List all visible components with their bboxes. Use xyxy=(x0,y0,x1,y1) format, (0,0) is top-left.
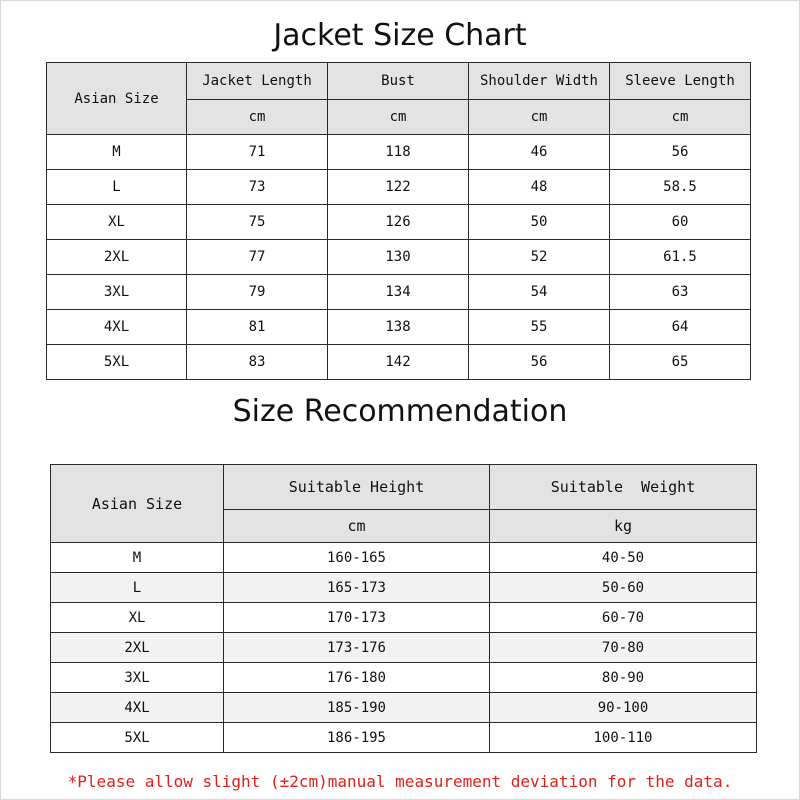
table-cell: 50 xyxy=(469,205,610,240)
size-chart-size-header: Asian Size xyxy=(47,63,187,135)
table-row xyxy=(47,345,751,380)
size-chart-body xyxy=(47,135,751,380)
table-cell: 71 xyxy=(187,135,328,170)
size-label: 5XL xyxy=(47,345,187,380)
table-row xyxy=(47,170,751,205)
table-cell: 79 xyxy=(187,275,328,310)
table-row xyxy=(47,240,751,275)
column-header: Suitable Weight xyxy=(490,465,757,510)
table-cell: 122 xyxy=(328,170,469,205)
table-cell: 70-80 xyxy=(490,633,757,663)
unit-label: cm xyxy=(224,510,490,543)
size-label: M xyxy=(47,135,187,170)
table-cell: 83 xyxy=(187,345,328,380)
size-label: 3XL xyxy=(47,275,187,310)
recommendation-table xyxy=(50,464,757,753)
table-row xyxy=(47,310,751,345)
size-label: 5XL xyxy=(51,723,224,753)
table-row xyxy=(51,633,757,663)
table-cell: 50-60 xyxy=(490,573,757,603)
table-cell: 60-70 xyxy=(490,603,757,633)
table-cell: 77 xyxy=(187,240,328,275)
size-label: 3XL xyxy=(51,663,224,693)
table-row xyxy=(51,723,757,753)
column-header: Shoulder Width xyxy=(469,63,610,100)
column-header: Sleeve Length xyxy=(610,63,751,100)
unit-label: cm xyxy=(187,100,328,135)
table-row xyxy=(51,573,757,603)
unit-label: cm xyxy=(610,100,751,135)
table-cell: 173-176 xyxy=(224,633,490,663)
recommendation-body xyxy=(51,543,757,753)
table-cell: 56 xyxy=(610,135,751,170)
table-cell: 54 xyxy=(469,275,610,310)
recommendation-header-row xyxy=(51,465,757,510)
unit-label: cm xyxy=(328,100,469,135)
recommendation-title: Size Recommendation xyxy=(232,394,568,429)
table-cell: 80-90 xyxy=(490,663,757,693)
table-cell: 100-110 xyxy=(490,723,757,753)
table-cell: 75 xyxy=(187,205,328,240)
table-cell: 46 xyxy=(469,135,610,170)
size-label: 2XL xyxy=(47,240,187,275)
table-cell: 130 xyxy=(328,240,469,275)
table-row xyxy=(47,275,751,310)
unit-label: cm xyxy=(469,100,610,135)
size-label: XL xyxy=(51,603,224,633)
table-cell: 90-100 xyxy=(490,693,757,723)
table-cell: 142 xyxy=(328,345,469,380)
table-cell: 56 xyxy=(469,345,610,380)
table-cell: 64 xyxy=(610,310,751,345)
size-label: L xyxy=(47,170,187,205)
recommendation-size-header: Asian Size xyxy=(51,465,224,543)
size-label: 4XL xyxy=(47,310,187,345)
table-cell: 73 xyxy=(187,170,328,205)
size-chart-title: Jacket Size Chart xyxy=(273,18,527,53)
table-cell: 160-165 xyxy=(224,543,490,573)
table-cell: 185-190 xyxy=(224,693,490,723)
column-header: Suitable Height xyxy=(224,465,490,510)
size-label: 4XL xyxy=(51,693,224,723)
unit-label: kg xyxy=(490,510,757,543)
size-chart-header-row xyxy=(47,63,751,100)
table-cell: 81 xyxy=(187,310,328,345)
table-cell: 118 xyxy=(328,135,469,170)
table-row xyxy=(47,205,751,240)
column-header: Jacket Length xyxy=(187,63,328,100)
size-label: M xyxy=(51,543,224,573)
table-cell: 176-180 xyxy=(224,663,490,693)
table-cell: 138 xyxy=(328,310,469,345)
table-cell: 65 xyxy=(610,345,751,380)
measurement-note: *Please allow slight (±2cm)manual measurement deviation for the data. xyxy=(67,772,733,791)
size-label: L xyxy=(51,573,224,603)
table-cell: 52 xyxy=(469,240,610,275)
table-cell: 58.5 xyxy=(610,170,751,205)
size-chart-table xyxy=(46,62,751,380)
table-cell: 61.5 xyxy=(610,240,751,275)
table-row xyxy=(51,543,757,573)
table-cell: 126 xyxy=(328,205,469,240)
table-row xyxy=(47,135,751,170)
table-cell: 134 xyxy=(328,275,469,310)
table-cell: 40-50 xyxy=(490,543,757,573)
size-label: 2XL xyxy=(51,633,224,663)
size-label: XL xyxy=(47,205,187,240)
table-row xyxy=(51,693,757,723)
table-cell: 63 xyxy=(610,275,751,310)
table-cell: 55 xyxy=(469,310,610,345)
table-cell: 170-173 xyxy=(224,603,490,633)
column-header: Bust xyxy=(328,63,469,100)
table-cell: 60 xyxy=(610,205,751,240)
table-cell: 48 xyxy=(469,170,610,205)
table-row xyxy=(51,663,757,693)
table-cell: 186-195 xyxy=(224,723,490,753)
table-cell: 165-173 xyxy=(224,573,490,603)
table-row xyxy=(51,603,757,633)
